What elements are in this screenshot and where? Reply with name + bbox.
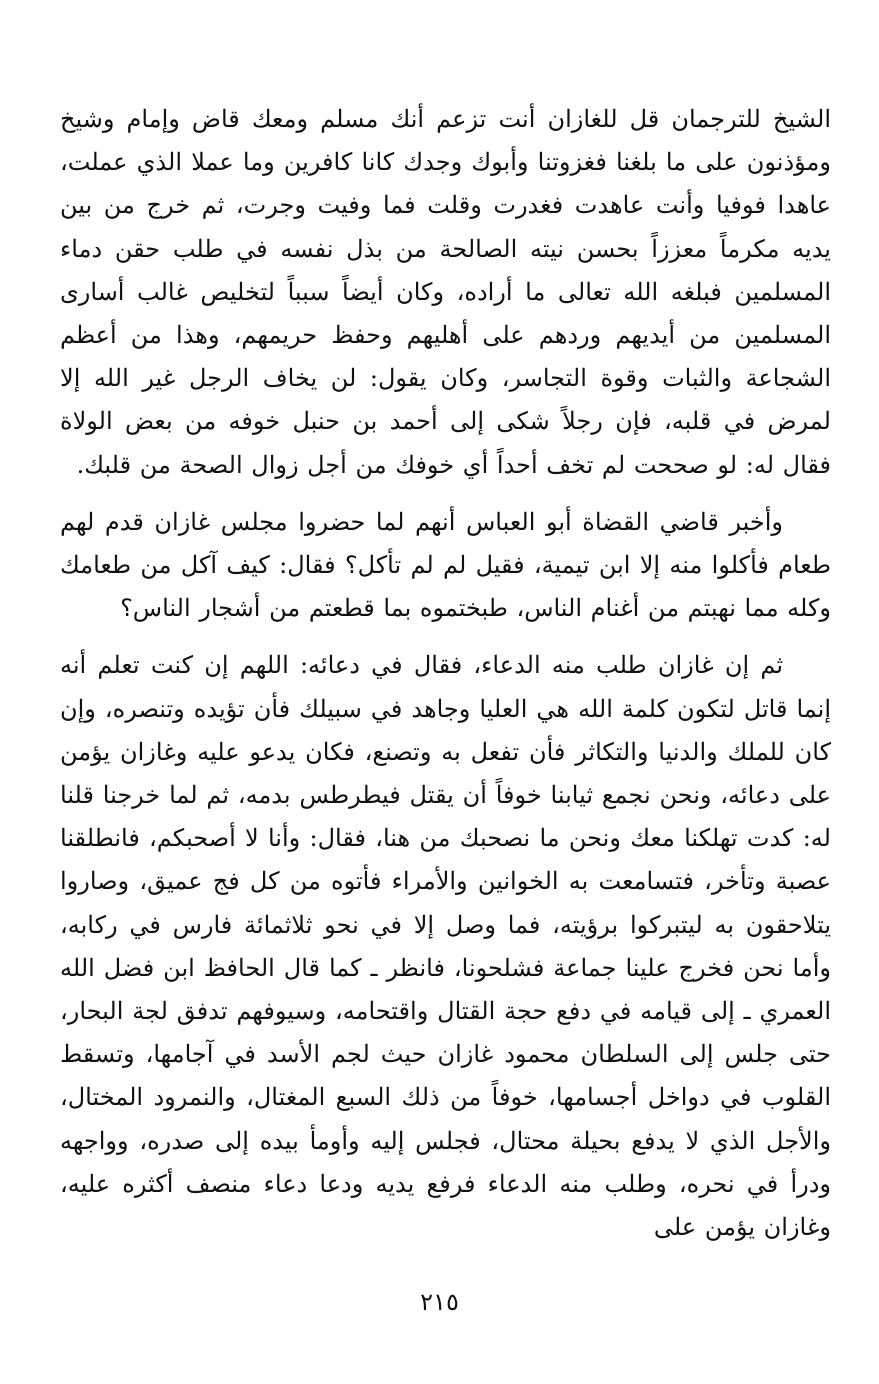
paragraph-1: الشيخ للترجمان قل للغازان أنت تزعم أنك مسلم ومعك قاض وإمام وشيخ ومؤذنون على ما بلغنا فغزوتنا وأبوك وجدك كانا كافرين وما عملا الذي عملت، عاهدا فوفيا وأنت عاهدت فغدرت وقلت فما وفيت وجرت، ثم خرج من بين يديه مكرماً معززاً بحسن نيته الصالحة من بذل نفسه في طلب حقن دماء المسلمين فبلغه الله تعالى ما أراده، وكان أيضاً سبباً لتخليص غالب أسارى المسلمين من أيديهم وردهم على أهليهم وحفظ حريمهم، وهذا من أعظم الشجاعة والثبات وقوة التجاسر، وكان يقول: لن يخاف الرجل غير الله إلا لمرض في قلبه، فإن رجلاً شكى إلى أحمد بن حنبل خوفه من بعض الولاة فقال له: لو صححت لم تخف أحداً أي خوفك من أجل زوال الصحة من قلبك. [60,105,832,479]
paragraph-2: وأخبر قاضي القضاة أبو العباس أنهم لما حضروا مجلس غازان قدم لهم طعام فأكلوا منه إلا ابن تيمية، فقيل لم لم تأكل؟ فقال: كيف آكل من طعامك وكله مما نهبتم من أغنام الناس، طبختموه بما قطعتم من أشجار الناس؟ [60,507,831,623]
page-number: ٢١٥ [420,1288,459,1316]
paragraph-3: ثم إن غازان طلب منه الدعاء، فقال في دعائه: اللهم إن كنت تعلم أنه إنما قاتل لتكون كلمة الله هي العليا وجاهد في سبيلك فأن تؤيده وتنصره، وإن كان للملك والدنيا والتكاثر فأن تفعل به وتصنع، فكان يدعو عليه وغازان يؤمن على دعائه، ونحن نجمع ثيابنا خوفاً أن يقتل فيطرطس بدمه، ثم لما خرجنا قلنا له: كدت تهلكنا معك ونحن ما نصحبك من هنا، فقال: وأنا لا أصحبكم، فانطلقنا عصبة وتأخر، فتسامعت به الخوانين والأمراء فأتوه من كل فج عميق، وصاروا يتلاحقون به ليتبركوا برؤيته، فما وصل إلا في نحو ثلاثمائة فارس في ركابه، وأما نحن فخرج علينا جماعة فشلحونا، فانظر ـ كما قال الحافظ ابن فضل الله العمري ـ إلى قيامه في دفع حجة القتال واقتحامه، وسيوفهم تدفق لجة البحار، حتى جلس إلى السلطان محمود غازان حيث لجم الأسد في آجامها، وتسقط القلوب في دواخل أجسامها، خوفاً من ذلك السبع المغتال، والنمرود المختال، والأجل الذي لا يدفع بحيلة محتال، فجلس إليه وأومأ بيده إلى صدره، وواجهه ودرأ في نحره، وطلب منه الدعاء فرفع يديه ودعا دعاء منصف أكثره عليه، وغازان يؤمن على [60,651,831,1242]
body-text [60,98,831,1249]
